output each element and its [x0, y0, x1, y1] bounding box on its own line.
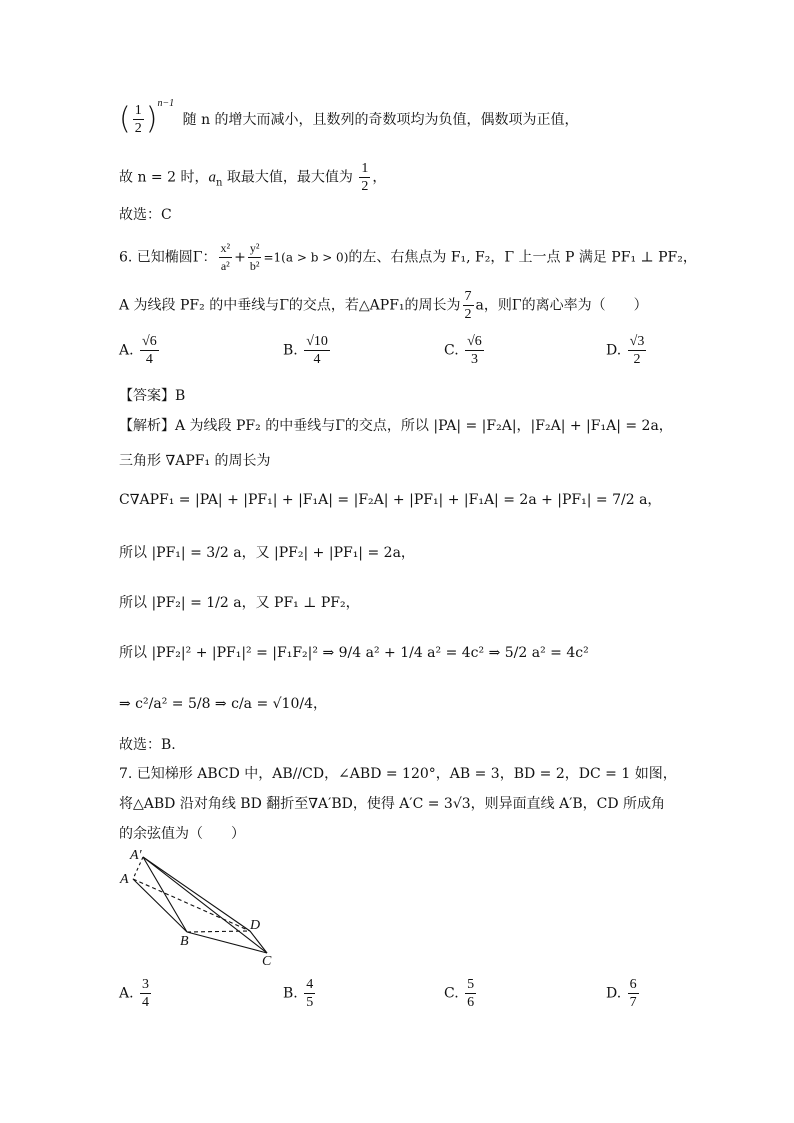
q7-option-a[interactable] [119, 976, 153, 1011]
q6-option-d[interactable] [606, 333, 648, 368]
option-fraction: $\frac{3}{4}$ [142, 977, 150, 1010]
question-7-stem-2: 将△ABD 沿对角线 BD 翻折至∇A′BD，使得 A′C = 3√3，则异面直线 A′B，CD 所成角 [119, 796, 666, 812]
solution-line-2: 三角形 ∇APF₁ 的周长为 [119, 453, 271, 469]
option-label: A. [119, 342, 139, 359]
solution-line-7: ⇒ c²/a² = 5/8 ⇒ c/a = √10/4， [119, 696, 327, 712]
option-fraction: $\frac{√6}{3}$ [467, 334, 482, 367]
option-fraction: $\frac{5}{6}$ [467, 977, 475, 1010]
choice-b-line: 故选：B. [119, 737, 176, 753]
solution-line-4: 所以 |PF₁| = 3/2 a，又 |PF₂| + |PF₁| = 2a， [119, 545, 415, 561]
remark-text: 随 n 的增大而减小，且数列的奇数项均为负值，偶数项为正值， [182, 111, 579, 128]
edge-ap-d [143, 857, 250, 931]
question-7-stem-1: 7. 已知梯形 ABCD 中，AB//CD，∠ABD = 120°，AB = 3，BD = 2，DC = 1 如图， [119, 766, 677, 782]
question-6-stem-2: A 为线段 PF₂ 的中垂线与Γ的交点，若△APF₁的周长为 $\frac{7}{2}$ a，则Γ的离心率为（ ） [119, 289, 648, 322]
solution-line-6: 所以 |PF₂|² + |PF₁|² = |F₁F₂|² ⇒ 9/4 a² + 1/4 a² = 4c² ⇒ 5/2 a² = 4c² [119, 645, 589, 661]
left-paren: ( [119, 101, 131, 137]
option-fraction: $\frac{6}{7}$ [629, 977, 637, 1010]
folded-trapezoid-figure [112, 845, 287, 970]
label-d: D [250, 918, 261, 933]
label-a: A [120, 872, 129, 887]
label-c: C [262, 954, 272, 969]
exponent: n−1 [157, 97, 175, 109]
q7-option-b[interactable] [283, 976, 317, 1011]
edge-ap-c [143, 857, 267, 953]
question-7-stem-3: 的余弦值为（ ） [119, 826, 245, 842]
edge-a-d [133, 879, 250, 931]
question-6-stem: 6. 已知椭圆Γ： $\frac{\text{x²}}{\text{a²}}$ + $\frac{\text{y²}}{\text{b²}}$ =1(a > b > 0)的左、右焦点为 F₁, F₂，Γ 上一点 P 满足 PF₁ ⊥ PF₂， [119, 241, 697, 273]
q6-option-b[interactable] [283, 333, 332, 368]
q7-option-d[interactable] [606, 976, 641, 1011]
solution-line-3: C∇APF₁ = |PA| + |PF₁| + |F₁A| = |F₂A| + |PF₁| + |F₁A| = 2a + |PF₁| = 7/2 a， [119, 492, 662, 508]
edge-ap-b [143, 857, 187, 932]
option-label: A. [119, 985, 139, 1002]
option-label: C. [444, 985, 464, 1002]
option-fraction: $\frac{√10}{4}$ [306, 334, 328, 367]
solution-line-5: 所以 |PF₂| = 1/2 a，又 PF₁ ⊥ PF₂， [119, 595, 360, 611]
answer-label: 【答案】B [119, 388, 186, 404]
solution-line-1: 【解析】A 为线段 PF₂ 的中垂线与Γ的交点，所以 |PA| = |F₂A|，|F₂A| + |F₁A| = 2a， [119, 418, 673, 434]
right-paren: ) [145, 101, 158, 137]
edge-b-c [187, 932, 267, 953]
q6-option-a[interactable] [119, 333, 161, 368]
option-label: B. [283, 342, 303, 359]
option-label: D. [606, 342, 626, 359]
option-label: B. [283, 985, 303, 1002]
q6-option-c[interactable] [444, 333, 486, 368]
base-fraction: $\frac{1}{2}$ [134, 103, 142, 136]
max-value-line: 故 n = 2 时，$a_n$ 取最大值，最大值为 $\frac{1}{2}$ ， [119, 161, 387, 194]
q7-option-c[interactable] [444, 976, 478, 1011]
choice-c-line: 故选：C [119, 207, 172, 223]
option-label: D. [606, 985, 626, 1002]
label-a-prime: A′ [130, 848, 142, 863]
option-fraction: $\frac{√3}{2}$ [629, 334, 645, 367]
label-b: B [180, 934, 189, 949]
option-fraction: $\frac{√6}{4}$ [142, 334, 157, 367]
sequence-remark [119, 97, 579, 137]
option-fraction: $\frac{4}{5}$ [306, 977, 314, 1010]
option-label: C. [444, 342, 464, 359]
